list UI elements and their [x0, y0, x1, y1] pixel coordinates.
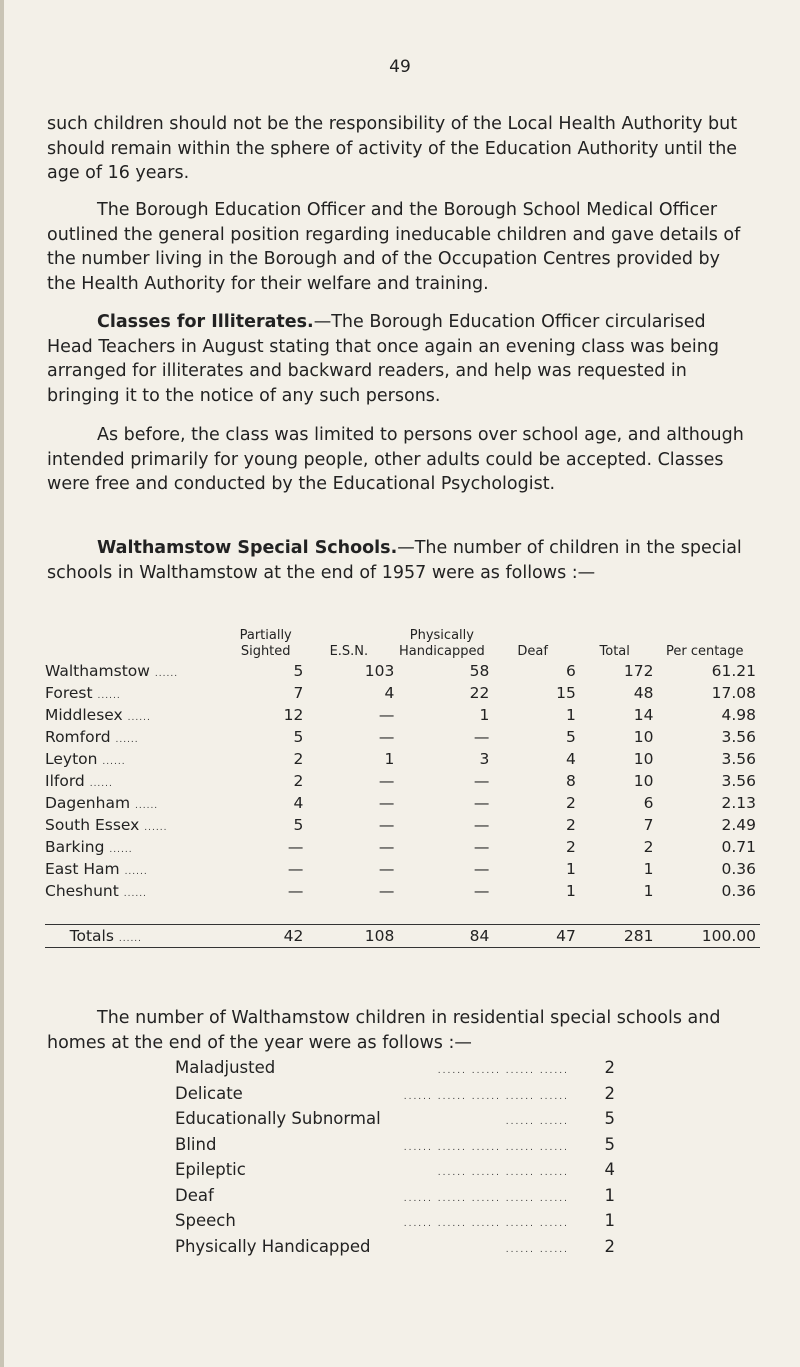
- cell-esn: —: [378, 728, 395, 746]
- leader-dots: ...... ......: [505, 1244, 569, 1255]
- list-item-value: 4: [604, 1160, 615, 1179]
- cell-total: 6: [643, 794, 654, 812]
- cell-physically-handicapped: —: [473, 728, 490, 746]
- cell-percentage: 0.36: [721, 860, 756, 878]
- list-item-label: Educationally Subnormal: [175, 1109, 381, 1128]
- cell-total: 10: [633, 750, 654, 768]
- header-area: [45, 620, 228, 660]
- cell-esn: —: [378, 882, 395, 900]
- header-percentage: Per centage: [665, 644, 744, 659]
- paragraph-6: The number of Walthamstow children in residential special schools and homes at the end of the year were as follows :—: [47, 1008, 721, 1053]
- cell-area: East Ham ......: [45, 860, 148, 878]
- table-row: [45, 704, 760, 726]
- leader-dots: ...... ...... ...... ......: [437, 1168, 569, 1178]
- leader-dots: ......: [102, 757, 126, 767]
- cell-physically-handicapped: —: [473, 816, 490, 834]
- leader-dots: ......: [97, 691, 121, 701]
- cell-partially-sighted: 4: [293, 794, 304, 812]
- cell-total: 1: [643, 860, 654, 878]
- header-deaf: Deaf: [517, 644, 548, 659]
- cell-area: Walthamstow ......: [45, 662, 179, 680]
- list-item-value: 2: [604, 1083, 615, 1103]
- cell-physically-handicapped: —: [473, 772, 490, 790]
- cell-area: Forest ......: [45, 684, 121, 702]
- cell-partially-sighted: 2: [293, 750, 304, 768]
- list-item-value: 1: [604, 1211, 615, 1230]
- table-row: [45, 726, 760, 748]
- cell-percentage: 4.98: [721, 706, 756, 724]
- cell-esn: 103: [364, 662, 395, 680]
- cell-partially-sighted: 2: [293, 772, 304, 790]
- cell-partially-sighted: —: [287, 860, 304, 878]
- illiterates-body: —The Borough Education Officer circularised Head Teachers in August stating that once again an evening class was being arranged for illiterates and backward readers, and help was requested in bringing it to the notice of any such persons.: [47, 312, 719, 406]
- cell-total: 48: [633, 684, 654, 702]
- leader-dots: ......: [89, 779, 113, 789]
- cell-area: Cheshunt ......: [45, 882, 147, 900]
- page-number: 49: [389, 57, 411, 77]
- header-physically-handicapped: Physically Handicapped: [399, 628, 485, 659]
- cell-esn: 1: [384, 750, 395, 768]
- cell-esn: —: [378, 860, 395, 878]
- list-item-value: 5: [604, 1134, 615, 1154]
- totals-partially-sighted: 42: [228, 925, 303, 948]
- paragraph-2: The Borough Education Officer and the Borough School Medical Officer outlined the general position regarding ineducable children and gave details of the number living in the Borough and of the Occupation Centres provided by the Health Authority for their welfare and training.: [47, 200, 741, 294]
- list-item: [175, 1210, 615, 1236]
- cell-deaf: 1: [566, 706, 576, 724]
- cell-percentage: 3.56: [721, 728, 756, 746]
- cell-esn: —: [378, 794, 395, 812]
- cell-percentage: 3.56: [721, 750, 756, 768]
- cell-physically-handicapped: —: [473, 838, 490, 856]
- cell-partially-sighted: 5: [293, 662, 304, 680]
- cell-deaf: 2: [566, 794, 576, 812]
- cell-physically-handicapped: —: [473, 794, 490, 812]
- cell-percentage: 61.21: [711, 662, 756, 680]
- list-item-label: Blind: [175, 1134, 217, 1154]
- cell-total: 10: [633, 772, 654, 790]
- table-row: [45, 770, 760, 792]
- header-total: Total: [599, 644, 630, 659]
- leader-dots: ...... ...... ...... ......: [437, 1066, 569, 1076]
- totals-esn: 108: [303, 925, 394, 948]
- list-item-label: Deaf: [175, 1185, 214, 1205]
- leader-dots: ......: [127, 713, 151, 723]
- leader-dots: ...... ...... ...... ...... ......: [403, 1091, 569, 1102]
- cell-total: 2: [643, 838, 654, 856]
- cell-physically-handicapped: 1: [479, 706, 490, 724]
- totals-total: 281: [576, 925, 654, 948]
- table-row: [45, 748, 760, 770]
- cell-percentage: 2.49: [721, 816, 756, 834]
- cell-physically-handicapped: 58: [469, 662, 490, 680]
- cell-physically-handicapped: 22: [469, 684, 490, 702]
- list-item: [175, 1108, 615, 1134]
- list-item: [175, 1185, 615, 1211]
- cell-area: Dagenham ......: [45, 794, 159, 812]
- list-item-value: 2: [604, 1058, 615, 1077]
- cell-percentage: 3.56: [721, 772, 756, 790]
- list-item-value: 1: [604, 1185, 615, 1205]
- totals-physically-handicapped: 84: [394, 925, 489, 948]
- page-edge: [0, 0, 4, 1367]
- paragraph-5: [47, 536, 753, 585]
- cell-partially-sighted: 5: [293, 816, 304, 834]
- cell-area: Leyton ......: [45, 750, 126, 768]
- leader-dots: ......: [154, 669, 179, 679]
- cell-percentage: 17.08: [711, 684, 756, 702]
- totals-row: [45, 925, 760, 948]
- cell-area: Middlesex ......: [45, 706, 151, 724]
- cell-deaf: 1: [566, 882, 576, 900]
- cell-esn: 4: [384, 684, 395, 702]
- list-item-label: Delicate: [175, 1083, 243, 1103]
- cell-deaf: 4: [566, 750, 576, 768]
- list-item-label: Physically Handicapped: [175, 1236, 371, 1256]
- table-row: [45, 814, 760, 836]
- cell-physically-handicapped: —: [473, 882, 490, 900]
- paragraph-3: [47, 310, 753, 408]
- list-item-value: 2: [604, 1236, 615, 1256]
- cell-total: 7: [643, 816, 654, 834]
- table-row: [45, 836, 760, 858]
- special-schools-heading: Walthamstow Special Schools.: [97, 538, 398, 558]
- paragraph-1: such children should not be the responsibility of the Local Health Authority but should remain within the sphere of activity of the Education Authority until the age of 16 years.: [47, 114, 738, 183]
- list-item-label: Maladjusted: [175, 1058, 276, 1077]
- cell-area: Ilford ......: [45, 772, 113, 790]
- special-schools-body: —The number of children in the special schools in Walthamstow at the end of 1957 were as follows :—: [47, 538, 742, 583]
- cell-physically-handicapped: 3: [479, 750, 490, 768]
- cell-partially-sighted: 5: [293, 728, 304, 746]
- list-item-value: 5: [604, 1109, 615, 1128]
- header-esn: E.S.N.: [329, 644, 369, 659]
- cell-esn: —: [378, 772, 395, 790]
- table-row: [45, 880, 760, 902]
- leader-dots: ...... ...... ...... ...... ......: [403, 1219, 569, 1229]
- cell-percentage: 0.36: [721, 882, 756, 900]
- cell-percentage: 0.71: [721, 838, 756, 856]
- cell-esn: —: [378, 706, 395, 724]
- cell-esn: —: [378, 816, 395, 834]
- cell-deaf: 6: [566, 662, 576, 680]
- list-item: [175, 1134, 615, 1160]
- cell-deaf: 8: [566, 772, 576, 790]
- cell-total: 172: [623, 662, 654, 680]
- list-item: [175, 1159, 615, 1185]
- cell-area: Barking ......: [45, 838, 133, 856]
- cell-percentage: 2.13: [721, 794, 756, 812]
- cell-partially-sighted: 12: [283, 706, 304, 724]
- paragraph-4: As before, the class was limited to persons over school age, and although intended primarily for young people, other adults could be accepted. Classes were free and conducted by the Educational Psychologist.: [47, 425, 744, 494]
- table-row: [45, 660, 760, 682]
- totals-percentage: 100.00: [654, 925, 760, 948]
- totals-deaf: 47: [489, 925, 576, 948]
- table-header-row: [45, 620, 760, 660]
- cell-deaf: 1: [566, 860, 576, 878]
- leader-dots: ......: [115, 735, 139, 745]
- table-row: [45, 792, 760, 814]
- cell-area: Romford ......: [45, 728, 139, 746]
- header-partially-sighted: Partially Sighted: [239, 628, 292, 659]
- cell-deaf: 5: [566, 728, 576, 746]
- leader-dots: ...... ...... ...... ...... ......: [403, 1193, 569, 1204]
- cell-partially-sighted: 7: [293, 684, 304, 702]
- cell-deaf: 15: [556, 684, 576, 702]
- cell-physically-handicapped: —: [473, 860, 490, 878]
- cell-deaf: 2: [566, 838, 576, 856]
- table-row: [45, 858, 760, 880]
- leader-dots: ......: [135, 801, 159, 811]
- leader-dots: ......: [144, 823, 168, 833]
- leader-dots: ...... ...... ...... ...... ......: [403, 1142, 569, 1153]
- list-item: [175, 1083, 615, 1109]
- cell-partially-sighted: —: [287, 838, 304, 856]
- leader-dots: ......: [123, 889, 147, 899]
- cell-esn: —: [378, 838, 395, 856]
- leader-dots: ......: [124, 867, 148, 877]
- leader-dots: ...... ......: [505, 1117, 569, 1127]
- cell-total: 10: [633, 728, 654, 746]
- list-item: [175, 1236, 615, 1262]
- cell-partially-sighted: —: [287, 882, 304, 900]
- special-schools-table: [45, 620, 760, 948]
- list-item-label: Speech: [175, 1211, 236, 1230]
- cell-total: 1: [643, 882, 654, 900]
- totals-label: Totals ......: [45, 925, 228, 948]
- table-row: [45, 682, 760, 704]
- list-item-label: Epileptic: [175, 1160, 246, 1179]
- cell-deaf: 2: [566, 816, 576, 834]
- list-item: [175, 1057, 615, 1083]
- cell-area: South Essex ......: [45, 816, 168, 834]
- cell-total: 14: [633, 706, 654, 724]
- leader-dots: ......: [109, 845, 133, 855]
- illiterates-heading: Classes for Illiterates.: [97, 312, 314, 332]
- residential-list: [175, 1057, 615, 1261]
